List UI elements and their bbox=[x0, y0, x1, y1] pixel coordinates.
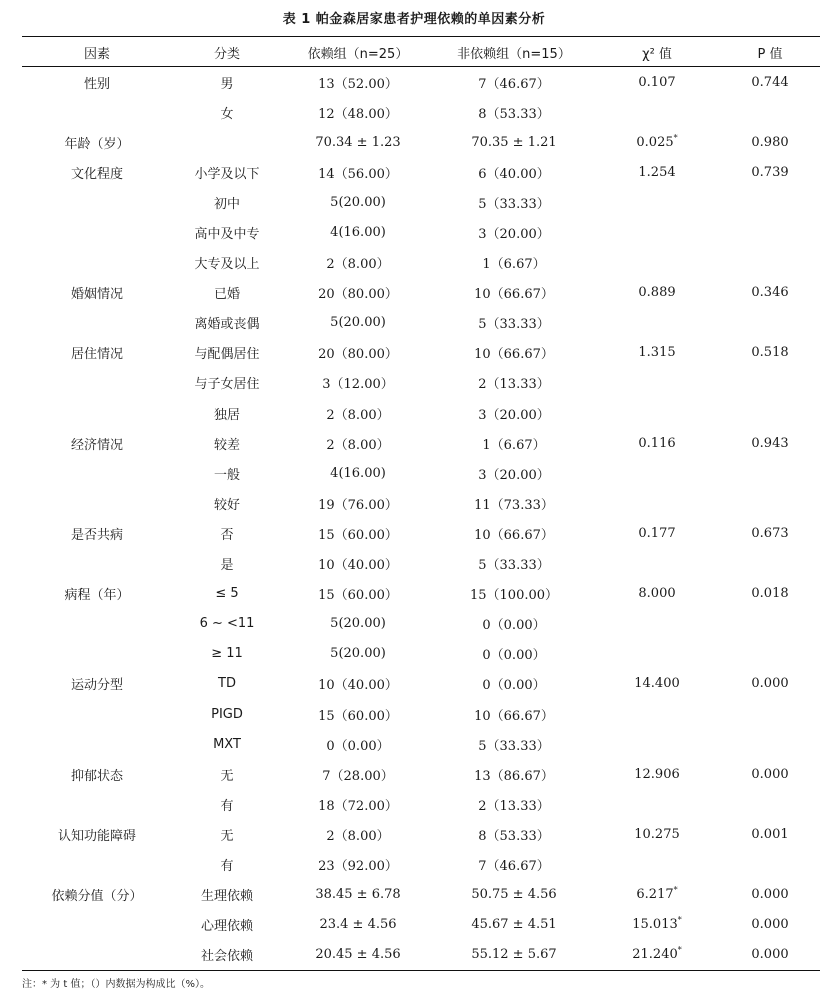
dependent-cell: 15（60.00） bbox=[318, 708, 398, 724]
factor-cell: 抑郁状态 bbox=[70, 768, 123, 784]
chi-square-cell: 8.000 bbox=[638, 586, 676, 602]
table-row bbox=[22, 609, 820, 639]
category-cell: 独居 bbox=[213, 407, 240, 423]
nondependent-cell: 45.67 ± 4.51 bbox=[471, 917, 557, 933]
table-row bbox=[22, 97, 820, 127]
dependent-cell: 23.4 ± 4.56 bbox=[319, 917, 397, 933]
nondependent-cell: 10（66.67） bbox=[474, 347, 554, 363]
dependent-cell: 5(20.00) bbox=[330, 616, 386, 632]
category-cell: ≤ 5 bbox=[215, 586, 239, 602]
factor-cell: 婚姻情况 bbox=[70, 287, 123, 303]
table-row bbox=[22, 278, 820, 308]
dependent-cell: 5(20.00) bbox=[330, 315, 386, 331]
category-cell: 男 bbox=[220, 76, 234, 92]
dependent-cell: 10（40.00） bbox=[318, 558, 398, 574]
nondependent-cell: 5（33.33） bbox=[478, 738, 550, 754]
p-value-cell: 0.018 bbox=[751, 586, 789, 602]
table-row bbox=[22, 248, 820, 278]
header-factor: 因素 bbox=[83, 46, 110, 62]
factor-cell: 病程（年） bbox=[64, 588, 130, 604]
table-row bbox=[22, 518, 820, 548]
p-value-cell: 0.518 bbox=[751, 345, 789, 361]
t-value-marker: * bbox=[673, 885, 678, 895]
nondependent-cell: 3（20.00） bbox=[478, 407, 550, 423]
category-cell: 高中及中专 bbox=[194, 227, 260, 243]
category-cell: ≥ 11 bbox=[211, 646, 243, 662]
header-chi-square: χ² 值 bbox=[642, 46, 672, 62]
dependent-cell: 20（80.00） bbox=[318, 347, 398, 363]
table-title: 表 1 帕金森居家患者护理依赖的单因素分析 bbox=[282, 12, 546, 27]
factor-cell: 居住情况 bbox=[70, 347, 123, 363]
nondependent-cell: 3（20.00） bbox=[478, 227, 550, 243]
p-value-cell: 0.739 bbox=[751, 164, 789, 180]
table-row bbox=[22, 338, 820, 368]
category-cell: 较好 bbox=[213, 497, 240, 513]
t-value-marker: * bbox=[677, 945, 682, 955]
table-row bbox=[22, 880, 820, 910]
table-row bbox=[22, 789, 820, 819]
dependent-cell: 38.45 ± 6.78 bbox=[315, 887, 401, 903]
table-row bbox=[22, 579, 820, 609]
table-row bbox=[22, 428, 820, 458]
nondependent-cell: 13（86.67） bbox=[474, 768, 554, 784]
factor-cell: 依赖分值（分） bbox=[51, 889, 143, 905]
nondependent-cell: 55.12 ± 5.67 bbox=[471, 947, 557, 963]
table-row bbox=[22, 127, 820, 157]
header-p-value: P 值 bbox=[757, 46, 783, 62]
category-cell: 初中 bbox=[213, 196, 240, 212]
chi-square-cell: 6.217* bbox=[636, 885, 678, 903]
table-row bbox=[22, 157, 820, 187]
nondependent-cell: 5（33.33） bbox=[478, 317, 550, 333]
factor-cell: 认知功能障碍 bbox=[57, 828, 136, 844]
factor-cell: 文化程度 bbox=[70, 166, 123, 182]
category-cell: 离婚或丧偶 bbox=[194, 317, 260, 333]
dependent-cell: 23（92.00） bbox=[318, 858, 398, 874]
category-cell: 6 ~ <11 bbox=[199, 616, 255, 632]
p-value-cell: 0.744 bbox=[751, 74, 789, 90]
dependent-cell: 70.34 ± 1.23 bbox=[315, 134, 401, 150]
t-value-marker: * bbox=[673, 133, 678, 143]
nondependent-cell: 10（66.67） bbox=[474, 287, 554, 303]
dependent-cell: 5(20.00) bbox=[330, 194, 386, 210]
nondependent-cell: 6（40.00） bbox=[478, 166, 550, 182]
p-value-cell: 0.000 bbox=[751, 917, 789, 933]
dependent-cell: 18（72.00） bbox=[318, 798, 398, 814]
table-row bbox=[22, 729, 820, 759]
dependent-cell: 7（28.00） bbox=[322, 768, 394, 784]
factor-cell: 是否共病 bbox=[70, 527, 123, 543]
p-value-cell: 0.000 bbox=[751, 766, 789, 782]
dependent-cell: 10（40.00） bbox=[318, 678, 398, 694]
table-row bbox=[22, 368, 820, 398]
p-value-cell: 0.001 bbox=[751, 826, 789, 842]
nondependent-cell: 2（13.33） bbox=[478, 798, 550, 814]
chi-square-cell: 0.889 bbox=[638, 285, 676, 301]
nondependent-cell: 7（46.67） bbox=[478, 76, 550, 92]
dependent-cell: 12（48.00） bbox=[318, 106, 398, 122]
category-cell: 已婚 bbox=[213, 287, 240, 303]
dependent-cell: 0（0.00） bbox=[326, 738, 390, 754]
table-row bbox=[22, 669, 820, 699]
nondependent-cell: 70.35 ± 1.21 bbox=[471, 134, 557, 150]
category-cell: 与配偶居住 bbox=[194, 347, 260, 363]
header-category: 分类 bbox=[213, 46, 240, 62]
dependent-cell: 19（76.00） bbox=[318, 497, 398, 513]
p-value-cell: 0.980 bbox=[751, 134, 789, 150]
table-row bbox=[22, 819, 820, 849]
nondependent-cell: 3（20.00） bbox=[478, 467, 550, 483]
dependent-cell: 3（12.00） bbox=[322, 377, 394, 393]
factor-cell: 运动分型 bbox=[70, 678, 123, 694]
category-cell: MXT bbox=[213, 736, 241, 752]
table-row bbox=[22, 187, 820, 217]
dependent-cell: 2（8.00） bbox=[326, 828, 390, 844]
category-cell: 心理依赖 bbox=[200, 919, 253, 935]
dependent-cell: 4(16.00) bbox=[330, 465, 386, 481]
p-value-cell: 0.346 bbox=[751, 285, 789, 301]
category-cell: 有 bbox=[220, 858, 234, 874]
category-cell: PIGD bbox=[211, 706, 243, 722]
p-value-cell: 0.000 bbox=[751, 887, 789, 903]
category-cell: 大专及以上 bbox=[194, 257, 260, 273]
top-rule bbox=[22, 36, 820, 37]
chi-square-cell: 15.013* bbox=[632, 915, 682, 933]
dependent-cell: 2（8.00） bbox=[326, 257, 390, 273]
chi-square-cell: 14.400 bbox=[634, 676, 680, 692]
chi-square-cell: 10.275 bbox=[634, 826, 680, 842]
category-cell: 一般 bbox=[213, 467, 240, 483]
category-cell: 无 bbox=[220, 768, 234, 784]
header-dependent-group: 依赖组（n=25） bbox=[307, 46, 409, 62]
table-row bbox=[22, 910, 820, 940]
chi-square-cell: 0.025* bbox=[636, 133, 678, 150]
category-cell: 无 bbox=[220, 828, 234, 844]
nondependent-cell: 10（66.67） bbox=[474, 708, 554, 724]
chi-square-cell: 12.906 bbox=[634, 766, 680, 782]
dependent-cell: 13（52.00） bbox=[318, 76, 398, 92]
nondependent-cell: 10（66.67） bbox=[474, 527, 554, 543]
header-nondependent-group: 非依赖组（n=15） bbox=[457, 46, 571, 62]
table-row bbox=[22, 639, 820, 669]
chi-square-cell: 0.116 bbox=[638, 435, 676, 451]
nondependent-cell: 5（33.33） bbox=[478, 196, 550, 212]
category-cell: 是 bbox=[220, 558, 234, 574]
nondependent-cell: 11（73.33） bbox=[474, 497, 554, 513]
nondependent-cell: 1（6.67） bbox=[482, 257, 546, 273]
table-row bbox=[22, 217, 820, 247]
category-cell: 有 bbox=[220, 798, 234, 814]
chi-square-cell: 1.315 bbox=[638, 345, 676, 361]
dependent-cell: 2（8.00） bbox=[326, 407, 390, 423]
table-row bbox=[22, 458, 820, 488]
table-row bbox=[22, 308, 820, 338]
dependent-cell: 4(16.00) bbox=[330, 225, 386, 241]
category-cell: 否 bbox=[220, 527, 234, 543]
table-row bbox=[22, 488, 820, 518]
nondependent-cell: 7（46.67） bbox=[478, 858, 550, 874]
table-row bbox=[22, 699, 820, 729]
factor-cell: 经济情况 bbox=[70, 437, 123, 453]
category-cell: 生理依赖 bbox=[200, 889, 253, 905]
dependent-cell: 14（56.00） bbox=[318, 166, 398, 182]
table-body bbox=[22, 67, 820, 970]
dependent-cell: 20.45 ± 4.56 bbox=[315, 947, 401, 963]
nondependent-cell: 8（53.33） bbox=[478, 106, 550, 122]
nondependent-cell: 5（33.33） bbox=[478, 558, 550, 574]
bottom-rule bbox=[22, 970, 820, 971]
nondependent-cell: 2（13.33） bbox=[478, 377, 550, 393]
nondependent-cell: 0（0.00） bbox=[482, 618, 546, 634]
chi-square-cell: 0.107 bbox=[638, 74, 676, 90]
category-cell: 女 bbox=[220, 106, 234, 122]
category-cell: TD bbox=[218, 676, 236, 692]
p-value-cell: 0.000 bbox=[751, 947, 789, 963]
dependent-cell: 20（80.00） bbox=[318, 287, 398, 303]
t-value-marker: * bbox=[677, 915, 682, 925]
nondependent-cell: 50.75 ± 4.56 bbox=[471, 887, 557, 903]
table-row bbox=[22, 940, 820, 970]
category-cell: 小学及以下 bbox=[194, 166, 260, 182]
nondependent-cell: 8（53.33） bbox=[478, 828, 550, 844]
category-cell: 与子女居住 bbox=[194, 377, 260, 393]
table-row bbox=[22, 398, 820, 428]
table-header bbox=[22, 38, 820, 66]
category-cell: 较差 bbox=[213, 437, 240, 453]
p-value-cell: 0.000 bbox=[751, 676, 789, 692]
factor-cell: 年龄（岁） bbox=[64, 136, 130, 152]
p-value-cell: 0.943 bbox=[751, 435, 789, 451]
factor-cell: 性别 bbox=[83, 76, 110, 92]
nondependent-cell: 0（0.00） bbox=[482, 648, 546, 664]
category-cell: 社会依赖 bbox=[200, 949, 253, 965]
table-row bbox=[22, 849, 820, 879]
chi-square-cell: 0.177 bbox=[638, 525, 676, 541]
nondependent-cell: 0（0.00） bbox=[482, 678, 546, 694]
dependent-cell: 15（60.00） bbox=[318, 588, 398, 604]
table-row bbox=[22, 759, 820, 789]
dependent-cell: 2（8.00） bbox=[326, 437, 390, 453]
table-note: 注：* 为 t 值；（）内数据为构成比（%）。 bbox=[22, 979, 210, 990]
chi-square-cell: 21.240* bbox=[632, 945, 682, 963]
table-row bbox=[22, 67, 820, 97]
table-row bbox=[22, 549, 820, 579]
nondependent-cell: 15（100.00） bbox=[469, 588, 559, 604]
dependent-cell: 15（60.00） bbox=[318, 527, 398, 543]
nondependent-cell: 1（6.67） bbox=[482, 437, 546, 453]
chi-square-cell: 1.254 bbox=[638, 164, 676, 180]
dependent-cell: 5(20.00) bbox=[330, 646, 386, 662]
p-value-cell: 0.673 bbox=[751, 525, 789, 541]
